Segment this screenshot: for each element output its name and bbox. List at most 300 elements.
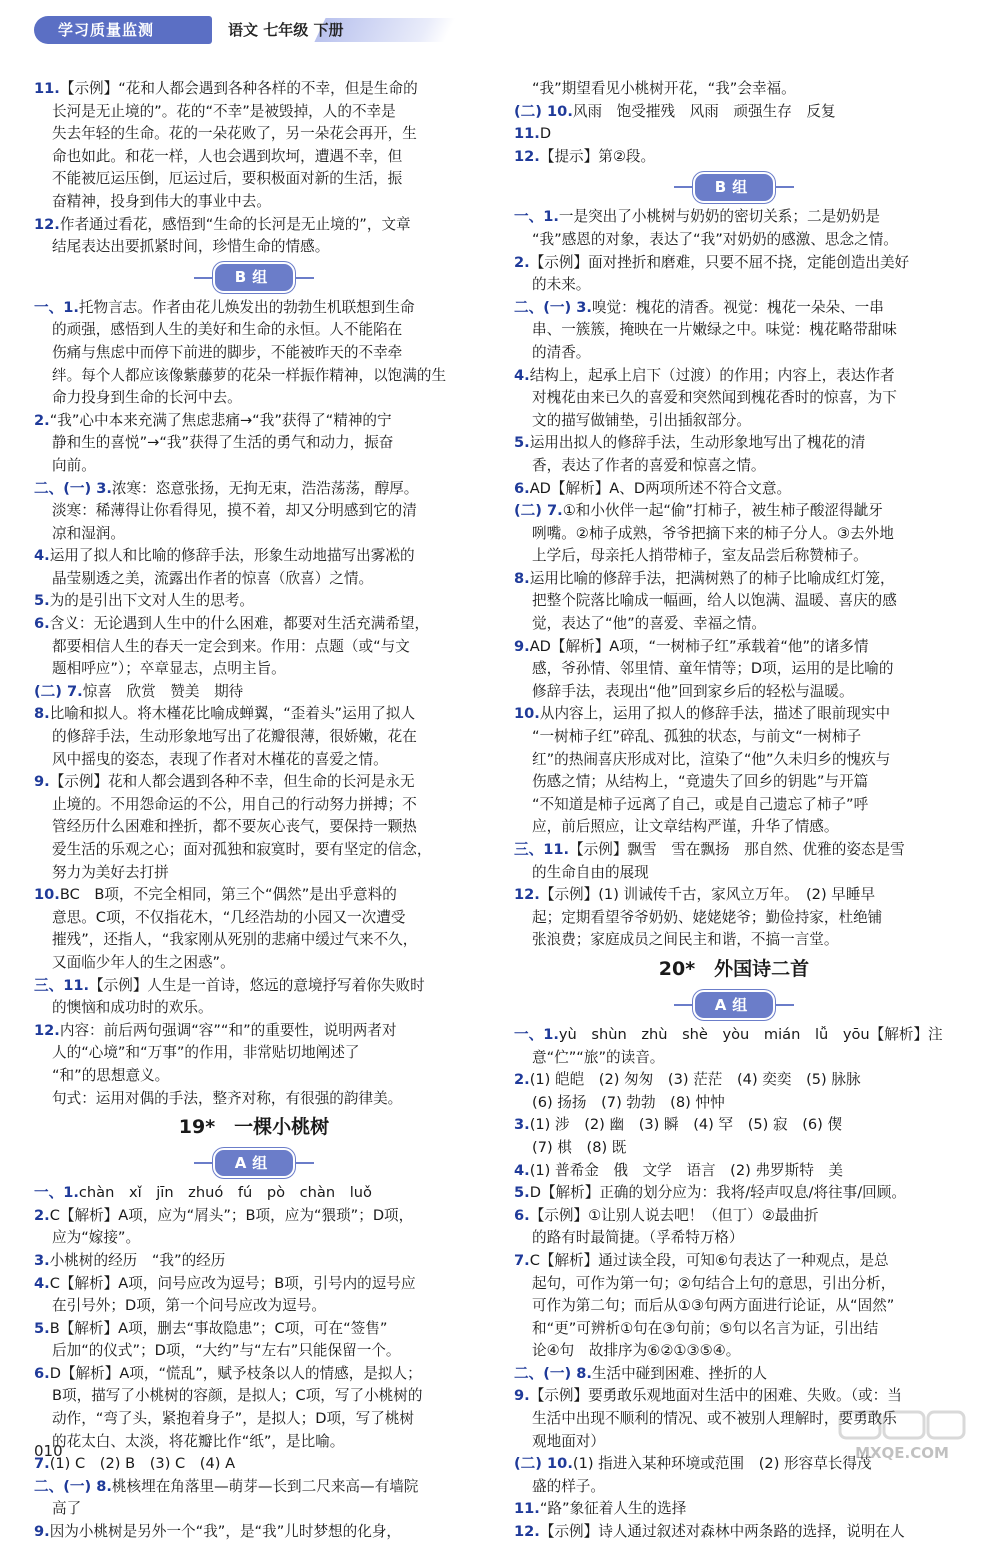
- answer-line: [514, 1318, 954, 1341]
- answer-line: [514, 1273, 954, 1296]
- answer-text: 运用了拟人和比喻的修辞手法，形象生动地描写出雾凇的: [49, 547, 415, 565]
- answer-line: [34, 907, 474, 930]
- answer-text: 【示例】诗人通过叙述对森林中两条路的选择，说明在人: [539, 1523, 905, 1541]
- answer-line: [514, 1385, 954, 1408]
- answer-text: 在引号外；D项，第一个问号应改为逗号。: [52, 1297, 326, 1315]
- answer-text: 和“更”可辨析①句在③句前；⑤句以名言为证，引出结: [532, 1319, 879, 1337]
- answer-line: [514, 1047, 954, 1070]
- question-number: 2.: [514, 1071, 530, 1089]
- answer-text: 一是突出了小桃树与奶奶的密切关系；二是奶奶是: [558, 208, 880, 226]
- answer-text: 起；定期看望爷爷奶奶、姥姥姥爷；勤俭持家，杜绝铺: [532, 908, 883, 926]
- answer-text: 的懊恼和成功时的欢乐。: [52, 999, 213, 1017]
- answer-text: 为的是引出下文对人生的思考。: [49, 592, 255, 610]
- question-number: 6.: [34, 615, 50, 633]
- group-label: B组: [213, 262, 295, 293]
- question-number: 4.: [34, 1274, 50, 1292]
- question-number: 6.: [514, 479, 530, 497]
- answer-line: [34, 1042, 474, 1065]
- group-label: A组: [213, 1148, 296, 1179]
- answer-text: 结尾表达出要抓紧时间，珍惜生命的情感。: [52, 238, 330, 256]
- question-number: 一、1.: [514, 1025, 559, 1043]
- answer-text: 因为小桃树是另外一个“我”，是“我”儿时梦想的化身，: [49, 1523, 402, 1541]
- answer-text: 命也如此。和花一样，人也会遇到坎坷，遭遇不幸，但: [52, 147, 403, 165]
- answer-text: 长河是无止境的”。花的“不幸”是被毁掉，人的不幸是: [52, 102, 396, 120]
- answer-text: 努力为美好去打拼: [52, 863, 169, 881]
- question-number: 一、1.: [34, 298, 79, 316]
- answer-text: 命力投身到生命的长河中去。: [52, 389, 242, 407]
- answer-line: [34, 975, 474, 998]
- lesson-title: 19* 一棵小桃树: [178, 1116, 330, 1139]
- answer-text: 的未来。: [532, 276, 591, 294]
- question-number: 3.: [34, 1251, 50, 1269]
- answer-line: [34, 1020, 474, 1043]
- question-number: 9.: [514, 1387, 530, 1405]
- answer-line: [514, 365, 954, 388]
- answer-line: [514, 78, 954, 101]
- answer-line: [34, 726, 474, 749]
- answer-text: 都要相信人生的春天一定会到来。作用：点题（或“与文: [52, 637, 410, 655]
- answer-line: [514, 432, 954, 455]
- answer-text: 动作，“弯了头，紧抱着身子”，是拟人；D项，写了桃树: [52, 1410, 415, 1428]
- answer-text: AD【解析】A项，“一树柿子红”承载着“他”的诸多情: [529, 637, 869, 655]
- answer-line: [34, 387, 474, 410]
- page-number: 010: [34, 1442, 63, 1460]
- answer-line: [34, 1363, 474, 1386]
- answer-text: AD【解析】A、D两项所述不符合文意。: [529, 479, 792, 497]
- group-badge: [514, 986, 954, 1024]
- question-number: 11.: [514, 125, 540, 143]
- answer-line: [34, 319, 474, 342]
- answer-text: 桃核埋在角落里—萌芽—长到二尺来高—有墙院: [111, 1477, 419, 1495]
- answer-line: [514, 387, 954, 410]
- answer-line: [34, 1182, 474, 1205]
- answer-line: [514, 1227, 954, 1250]
- answer-line: [514, 274, 954, 297]
- answer-line: [514, 1024, 954, 1047]
- question-number: 4.: [514, 366, 530, 384]
- answer-text: 运用出拟人的修辞手法，生动形象地写出了槐花的清: [529, 434, 866, 452]
- answer-text: 【示例】花和人都会遇到各种不幸，但生命的长河是永无: [49, 773, 415, 791]
- answer-line: [34, 297, 474, 320]
- answer-line: [514, 545, 954, 568]
- answer-line: [34, 839, 474, 862]
- question-number: 10.: [514, 705, 540, 723]
- question-number: 10.: [34, 886, 60, 904]
- answer-line: [34, 1088, 474, 1111]
- answer-line: [34, 1250, 474, 1273]
- answer-line: [514, 658, 954, 681]
- answer-line: [34, 1385, 474, 1408]
- answer-text: C【解析】A项，应为“屑头”；B项，应为“猥琐”；D项，: [49, 1206, 414, 1224]
- question-number: 9.: [34, 1523, 50, 1541]
- answer-line: [34, 78, 474, 101]
- answer-text: (1) C (2) B (3) C (4) A: [49, 1455, 236, 1473]
- answer-text: 可作为第二句；而后从①③句两方面进行论证，从“固然”: [532, 1297, 895, 1315]
- answer-text: “一树柿子红”碎乱、孤独的状态，与前文“一树柿子: [532, 728, 862, 746]
- answer-line: [34, 342, 474, 365]
- answer-text: 结构上，起承上启下（过渡）的作用；内容上，表达作者: [529, 366, 895, 384]
- answer-line: [514, 410, 954, 433]
- answer-text: “我”感恩的对象，表达了“我”对奶奶的感激、思念之情。: [532, 230, 898, 248]
- answer-line: [34, 658, 474, 681]
- answer-text: 的花太白、太淡，将花瓣比作“纸”，是比喻。: [52, 1432, 345, 1450]
- answer-text: 管经历什么困难和挫折，都不要灰心丧气，要保持一颗热: [52, 818, 417, 836]
- question-number: 6.: [514, 1206, 530, 1224]
- answer-text: 串、一簇簇，掩映在一片嫩绿之中。味觉：槐花略带甜味: [532, 321, 897, 339]
- answer-line: [514, 319, 954, 342]
- question-number: 二、(一) 3.: [34, 479, 112, 497]
- answer-text: 作者通过看花，感悟到“生命的长河是无止境的”，文章: [59, 215, 411, 233]
- answer-line: [514, 749, 954, 772]
- answer-text: 应为“嫁接”。: [52, 1229, 141, 1247]
- answer-text: 人的“心境”和“万事”的作用，非常贴切地阐述了: [52, 1044, 360, 1062]
- answer-text: “路”象征着人生的选择: [539, 1500, 687, 1518]
- answer-line: [34, 1065, 474, 1088]
- answer-text: B项，描写了小桃树的容颜，是拟人；C项，写了小桃树的: [52, 1387, 423, 1405]
- answer-line: [34, 1453, 474, 1476]
- answer-text: 小桃树的经历 “我”的经历: [49, 1251, 226, 1269]
- answer-text: 论④句 故排序为⑥②①③⑤④。: [532, 1342, 741, 1360]
- answer-text: 【示例】要勇敢乐观地面对生活中的困难、失败。（或：当: [529, 1387, 902, 1405]
- question-number: 12.: [514, 886, 540, 904]
- answer-line: [34, 214, 474, 237]
- answer-text: chàn xǐ jīn zhuó fú pò chàn luǒ: [78, 1184, 372, 1202]
- group-badge: [514, 168, 954, 206]
- series-title: 学习质量监测: [34, 16, 212, 44]
- question-number: 12.: [34, 215, 60, 233]
- question-number: 3.: [514, 1116, 530, 1134]
- answer-text: 浓寒：恣意张扬，无拘无束，浩浩荡荡，醇厚。: [111, 479, 419, 497]
- answer-line: [34, 771, 474, 794]
- answer-line: [514, 1137, 954, 1160]
- answer-text: 意“伫”“旅”的读音。: [532, 1048, 665, 1066]
- answer-line: [34, 410, 474, 433]
- answer-text: 从内容上，运用了拟人的修辞手法，描述了眼前现实中: [539, 705, 891, 723]
- answer-text: 的顽强，感悟到人生的美好和生命的永恒。人不能陷在: [52, 321, 403, 339]
- answer-text: 爱生活的乐观之心；面对孤独和寂寞时，要有坚定的信念，: [52, 841, 432, 858]
- group-badge: [34, 1144, 474, 1182]
- answer-text: 静和生的喜悦”→“我”获得了生活的勇气和动力，振奋: [52, 434, 394, 452]
- answer-line: [34, 523, 474, 546]
- answer-line: [514, 146, 954, 169]
- answer-text: 观地面对）: [532, 1432, 605, 1450]
- answer-line: [34, 568, 474, 591]
- question-number: 8.: [514, 569, 530, 587]
- question-number: 2.: [34, 411, 50, 429]
- answer-line: [514, 1160, 954, 1183]
- answer-line: [514, 636, 954, 659]
- answer-text: 感，爷孙情、邻里情、童年情等；D项，运用的是比喻的: [532, 660, 894, 678]
- answer-line: [34, 1227, 474, 1250]
- answer-line: [34, 1521, 474, 1544]
- answer-line: [34, 101, 474, 124]
- answer-line: [34, 478, 474, 501]
- answer-text: 生活中出现不顺利的情况、或不被别人理解时，要勇敢乐: [532, 1410, 897, 1428]
- answer-line: [514, 455, 954, 478]
- answer-text: 又面临少年人的生之困惑”。: [52, 953, 235, 971]
- answer-line: [34, 590, 474, 613]
- answer-text: 止境的。不用怨命运的不公，用自己的行动努力拼搏；不: [52, 795, 417, 813]
- answer-line: [34, 123, 474, 146]
- answer-text: 含义：无论遇到人生中的什么困难，都要对生活充满希望，: [49, 615, 430, 633]
- answer-text: 凉和湿润。: [52, 524, 125, 542]
- question-number: 4.: [34, 547, 50, 565]
- answer-line: [34, 1476, 474, 1499]
- answer-line: [514, 1340, 954, 1363]
- right-column: [514, 78, 954, 1544]
- answer-line: [34, 1408, 474, 1431]
- answer-text: 摧残”，还指人，“我家刚从死别的悲痛中缓过气来不久，: [52, 931, 418, 949]
- answer-line: [514, 297, 954, 320]
- answer-text: “我”期望看见小桃树开花，“我”会幸福。: [532, 80, 796, 97]
- answer-text: (6) 扬扬 (7) 勃勃 (8) 忡忡: [532, 1093, 725, 1111]
- answer-line: [34, 1431, 474, 1454]
- question-number: 9.: [34, 773, 50, 791]
- answer-line: [34, 191, 474, 214]
- answer-text: 晶莹剔透之美，流露出作者的惊喜（欣喜）之情。: [52, 569, 374, 587]
- question-number: 7.: [514, 1251, 530, 1269]
- question-number: (二) 7.: [34, 682, 83, 700]
- answer-line: [34, 146, 474, 169]
- answer-text: 题相呼应”）；卒章显志，点明主旨。: [52, 660, 286, 678]
- answer-text: “和”的思想意义。: [52, 1066, 170, 1084]
- answer-text: 对槐花由来已久的喜爱和突然闻到槐花香时的惊喜，为下: [532, 389, 897, 407]
- answer-line: [514, 478, 954, 501]
- answer-text: 【示例】面对挫折和磨难，只要不屈不挠，定能创造出美好: [529, 253, 910, 271]
- answer-text: (7) 棋 (8) 既: [532, 1138, 627, 1156]
- answer-line: [514, 523, 954, 546]
- watermark-logo: [832, 1408, 972, 1464]
- question-number: 2.: [34, 1206, 50, 1224]
- answer-text: 【示例】“花和人都会遇到各种各样的不幸，但是生命的: [59, 80, 418, 97]
- answer-line: [514, 568, 954, 591]
- answer-line: [514, 794, 954, 817]
- answer-text: yù shùn zhù shè yòu mián lǚ yōu【解析】注: [558, 1025, 943, 1043]
- answer-line: [34, 1498, 474, 1521]
- answer-text: 修辞手法，表现出“他”回到家乡后的轻松与温暖。: [532, 682, 854, 700]
- answer-line: [34, 432, 474, 455]
- answer-line: [514, 613, 954, 636]
- answer-line: [34, 613, 474, 636]
- answer-line: [514, 1476, 954, 1499]
- answer-text: BC B项，不完全相同，第三个“偶然”是出乎意料的: [59, 886, 397, 904]
- question-number: 8.: [34, 705, 50, 723]
- answer-text: 起句，可作为第一句；②句结合上句的意思，引出分析，: [532, 1274, 896, 1292]
- answer-text: (1) 普希金 俄 文学 语言 (2) 弗罗斯特 美: [529, 1161, 844, 1179]
- answer-line: [34, 703, 474, 726]
- question-number: 一、1.: [34, 1184, 79, 1202]
- answer-text: D【解析】A项，“慌乱”，赋予枝条以人的情感，是拟人；: [49, 1364, 422, 1382]
- answer-line: [514, 1498, 954, 1521]
- answer-text: 托物言志。作者由花儿焕发出的勃勃生机联想到生命: [78, 298, 415, 316]
- answer-text: 高了: [52, 1500, 82, 1518]
- answer-text: 上学后，母亲托人捎带柿子，室友品尝后称赞柿子。: [532, 547, 868, 565]
- answer-line: [34, 545, 474, 568]
- answer-text: C【解析】通过读全段，可知⑥句表达了一种观点，是总: [529, 1251, 889, 1269]
- answer-text: 比喻和拟人。将木槿花比喻成蝉翼，“歪着头”运用了拟人: [49, 705, 416, 723]
- answer-text: 【提示】第②段。: [539, 147, 656, 165]
- answer-line: [34, 365, 474, 388]
- answer-text: “不知道是柿子远离了自己，或是自己遗忘了柿子”呼: [532, 795, 869, 813]
- answer-text: 咧嘴。②柿子成熟，爷爷把摘下来的柿子分人。③去外地: [532, 524, 894, 542]
- answer-text: 向前。: [52, 456, 96, 474]
- answer-text: 运用比喻的修辞手法，把满树熟了的柿子比喻成红灯笼，: [529, 569, 895, 587]
- answer-text: 伤感之情；从结构上，“竟遗失了回乡的钥匙”与开篇: [532, 773, 869, 791]
- answer-text: 的生命自由的展现: [532, 863, 649, 881]
- answer-text: (1) 皑皑 (2) 匆匆 (3) 茫茫 (4) 奕奕 (5) 脉脉: [529, 1071, 861, 1089]
- answer-line: [34, 884, 474, 907]
- answer-line: [34, 862, 474, 885]
- group-badge: [34, 259, 474, 297]
- question-number: 5.: [514, 434, 530, 452]
- answer-text: (1) 指进入某种环境或范围 (2) 形容草长得茂: [572, 1455, 872, 1473]
- answer-line: [34, 1340, 474, 1363]
- answer-line: [34, 929, 474, 952]
- answer-line: [34, 1295, 474, 1318]
- answer-line: [34, 816, 474, 839]
- question-number: 7.: [34, 1455, 50, 1473]
- answer-text: 惊喜 欣赏 赞美 期待: [82, 682, 244, 700]
- answer-line: [514, 703, 954, 726]
- question-number: 12.: [514, 1523, 540, 1541]
- answer-text: 风雨 饱受摧残 风雨 顽强生存 反复: [572, 102, 836, 120]
- answer-line: [514, 1295, 954, 1318]
- answer-text: 的修辞手法，生动形象地写出了花瓣很薄，很娇嫩，花在: [52, 728, 417, 746]
- answer-line: [514, 1069, 954, 1092]
- answer-line: [514, 123, 954, 146]
- answer-text: 香，表达了作者的喜爱和惊喜之情。: [532, 456, 766, 474]
- answer-text: 【示例】飘雪 雪在飘扬 那自然、优雅的姿态是雪: [569, 841, 905, 858]
- question-number: (二) 10.: [514, 102, 573, 120]
- answer-text: 应，前后照应，让文章结构严谨，升华了情感。: [532, 818, 839, 836]
- answer-line: [514, 206, 954, 229]
- answer-line: [34, 681, 474, 704]
- page-header: [34, 16, 414, 44]
- answer-line: [514, 771, 954, 794]
- answer-text: D: [539, 125, 552, 143]
- left-column: [34, 78, 474, 1544]
- answer-line: [514, 1205, 954, 1228]
- answer-text: 伤痛与焦虑中而停下前进的脚步，不能被昨天的不幸牵: [52, 343, 403, 361]
- answer-line: [514, 1092, 954, 1115]
- answer-line: [514, 590, 954, 613]
- answer-text: 盛的样子。: [532, 1477, 605, 1495]
- answer-text: 不能被厄运压倒，厄运过后，要积极面对新的生活，振: [52, 170, 403, 188]
- answer-line: [514, 252, 954, 275]
- answer-line: [34, 500, 474, 523]
- question-number: 三、11.: [34, 976, 90, 994]
- answer-line: [514, 862, 954, 885]
- answer-line: [34, 1273, 474, 1296]
- answer-line: [514, 907, 954, 930]
- question-number: 5.: [34, 1319, 50, 1337]
- answer-text: D【解析】正确的划分应为：我将/轻声叹息/将往事/回顾。: [529, 1184, 906, 1202]
- answer-line: [514, 1114, 954, 1137]
- answer-line: [34, 1318, 474, 1341]
- question-number: 9.: [514, 637, 530, 655]
- answer-text: 把整个院落比喻成一幅画，给人以饱满、温暖、喜庆的感: [532, 592, 897, 610]
- answer-line: [514, 1250, 954, 1273]
- answer-line: [34, 997, 474, 1020]
- answer-text: 【示例】(1) 训诫传千古，家风立万年。 (2) 早睡早: [539, 886, 876, 904]
- answer-line: [514, 1521, 954, 1544]
- question-number: 6.: [34, 1364, 50, 1382]
- answer-line: [514, 229, 954, 252]
- answer-text: 红”的热闹喜庆形成对比，渲染了“他”久未归乡的愧疚与: [532, 750, 891, 768]
- answer-text: 后加“的仪式”；D项，“大约”与“左右”只能保留一个。: [52, 1342, 401, 1360]
- answer-line: [34, 794, 474, 817]
- answer-line: [34, 636, 474, 659]
- answer-line: [34, 749, 474, 772]
- answer-text: 嗅觉：槐花的清香。视觉：槐花一朵朵、一串: [591, 298, 884, 316]
- question-number: 5.: [514, 1184, 530, 1202]
- answer-text: 生活中碰到困难、挫折的人: [591, 1364, 768, 1382]
- answer-line: [34, 455, 474, 478]
- answer-text: B【解析】A项，删去“事故隐患”；C项，可在“签售”: [49, 1319, 388, 1337]
- answer-line: [514, 816, 954, 839]
- answer-line: [514, 1363, 954, 1386]
- answer-line: [34, 952, 474, 975]
- answer-text: 风中摇曳的姿态，表现了作者对木槿花的喜爱之情。: [52, 750, 388, 768]
- answer-line: [514, 681, 954, 704]
- question-number: (二) 7.: [514, 502, 563, 520]
- question-number: 一、1.: [514, 208, 559, 226]
- question-number: 三、11.: [514, 841, 570, 858]
- group-label: B组: [693, 172, 775, 203]
- answer-text: 淡寒：稀薄得让你看得见，摸不着，却又分明感到它的清: [52, 502, 417, 520]
- answer-line: [514, 726, 954, 749]
- question-number: 11.: [34, 80, 60, 97]
- answer-text: 文的描写做铺垫，引出插叙部分。: [532, 411, 751, 429]
- answer-text: 的清香。: [532, 343, 591, 361]
- answer-text: 觉，表达了“他”的喜爱、幸福之情。: [532, 615, 767, 633]
- answer-line: [514, 1182, 954, 1205]
- answer-text: ①和小伙伴一起“偷”打柿子，被生柿子酸涩得龇牙: [562, 502, 883, 520]
- answer-text: 【示例】人生是一首诗，悠远的意境抒写着你失败时: [89, 976, 425, 994]
- question-number: 5.: [34, 592, 50, 610]
- answer-text: (1) 涉 (2) 幽 (3) 瞬 (4) 罕 (5) 寂 (6) 偰: [529, 1116, 843, 1134]
- answer-text: C【解析】A项，问号应改为逗号；B项，引号内的逗号应: [49, 1274, 416, 1292]
- answer-text: 内容：前后两句强调“容”“和”的重要性，说明两者对: [59, 1021, 397, 1039]
- answer-line: [514, 929, 954, 952]
- answer-text: 失去年轻的生命。花的一朵花败了，另一朵花会再开，生: [52, 125, 417, 143]
- answer-line: [514, 342, 954, 365]
- answer-line: [34, 236, 474, 259]
- answer-text: 【示例】①让别人说去吧！（但丁）②最曲折: [529, 1206, 819, 1224]
- question-number: 12.: [514, 147, 540, 165]
- answer-text: 意思。C项，不仅指花木，“几经浩劫的小园又一次遭受: [52, 908, 406, 926]
- question-number: 二、(一) 8.: [514, 1364, 592, 1382]
- answer-line: [514, 500, 954, 523]
- lesson-title: 20* 外国诗二首: [658, 957, 810, 980]
- question-number: 11.: [514, 1500, 540, 1518]
- question-number: 4.: [514, 1161, 530, 1179]
- answer-line: [514, 839, 954, 862]
- answer-text: 张浪费；家庭成员之间民主和谐，不搞一言堂。: [532, 931, 839, 949]
- answer-text: “我”心中本来充满了焦虑悲痛→“我”获得了“精神的宁: [49, 411, 392, 429]
- answer-line: [34, 1205, 474, 1228]
- question-number: (二) 10.: [514, 1455, 573, 1473]
- answer-line: [34, 168, 474, 191]
- group-label: A组: [693, 990, 776, 1021]
- answer-line: [514, 101, 954, 124]
- answer-line: [514, 884, 954, 907]
- answer-text: 的路有时最简捷。（孚希特万格）: [532, 1229, 744, 1247]
- answer-text: 绊。每个人都应该像紫藤萝的花朵一样振作精神，以饱满的生: [52, 366, 447, 384]
- question-number: 12.: [34, 1021, 60, 1039]
- subject-grade: 语文 七年级 下册: [228, 21, 344, 39]
- svg-text:MXQE.COM: MXQE.COM: [855, 1444, 949, 1462]
